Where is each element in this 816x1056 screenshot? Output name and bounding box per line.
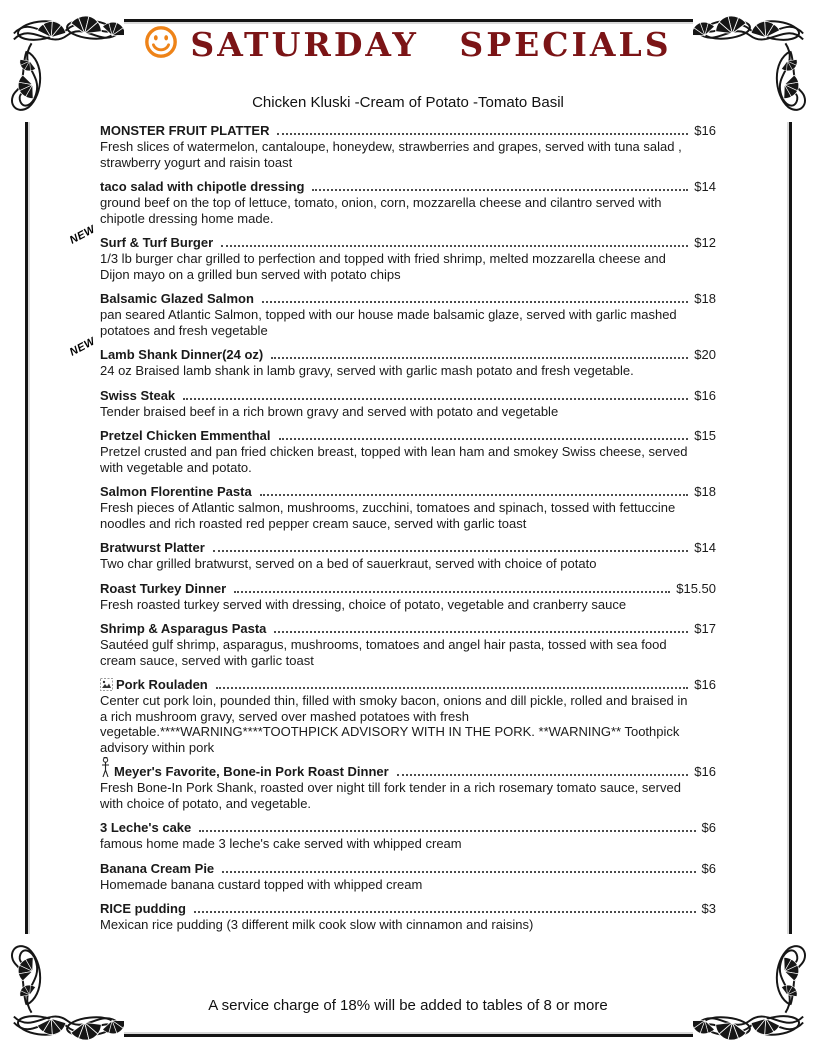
item-description: Fresh roasted turkey served with dressing, choice of potato, vegetable and cranberry sauce [100, 596, 627, 612]
dotted-leader [277, 133, 688, 135]
item-name: Pretzel Chicken Emmenthal [100, 428, 271, 443]
item-name: MONSTER FRUIT PLATTER [100, 123, 270, 138]
dotted-leader [216, 687, 689, 689]
menu-item [67, 223, 716, 282]
item-description: Fresh slices of watermelon, cantaloupe, honeydew, strawberries and grapes, served with tuna salad , strawberry yogurt and raisin toast [100, 139, 682, 170]
item-name: RICE pudding [100, 901, 186, 916]
new-badge: NEW [67, 223, 98, 247]
item-name-wrap [100, 484, 252, 499]
item-row [100, 123, 716, 138]
item-description: 1/3 lb burger char grilled to perfection and topped with fried shrimp, melted mozzarella cheese and Dijon mayo on a grilled bun served with potato chips [100, 251, 666, 282]
item-row [100, 484, 716, 499]
menu-item [100, 540, 716, 572]
item-description: ground beef on the top of lettuce, tomato, onion, corn, mozzarella cheese and cilantro served with chipotle dressing home made. [100, 195, 662, 226]
item-name: Lamb Shank Dinner(24 oz) [100, 347, 264, 362]
dotted-leader [213, 550, 689, 552]
item-name-wrap [100, 123, 269, 138]
item-price: $6 [701, 860, 716, 876]
item-price: $16 [694, 387, 716, 403]
dotted-leader [183, 398, 688, 400]
dotted-leader [260, 494, 689, 496]
service-charge-note: A service charge of 18% will be added to tables of 8 or more [208, 997, 608, 1014]
item-description: Pretzel crusted and pan fried chicken breast, topped with lean ham and smokey Swiss cheese, served with vegetable and potato. [100, 444, 688, 475]
item-name: Roast Turkey Dinner [100, 580, 227, 596]
item-row [100, 621, 716, 636]
item-description: Fresh pieces of Atlantic salmon, mushrooms, zucchini, tomatoes and spinach, tossed with fettuccine noodles and rich roasted red pepper cream sauce, served with garlic toast [100, 500, 676, 531]
item-name: Salmon Florentine Pasta [100, 484, 252, 499]
menu-item [100, 179, 716, 226]
item-name: Pork Rouladen [116, 677, 208, 692]
menu-items [67, 123, 716, 933]
menu-item [100, 388, 716, 420]
item-price: $16 [694, 677, 716, 692]
item-price: $3 [701, 901, 716, 916]
item-price: $14 [694, 540, 716, 555]
menu-item [100, 901, 716, 933]
item-price: $12 [694, 235, 716, 250]
page-title: SATURDAY SPECIALS [190, 25, 672, 64]
menu-item [100, 484, 716, 531]
item-row [100, 291, 716, 306]
menu-item [100, 621, 716, 668]
item-price: $20 [694, 347, 716, 362]
item-row [100, 861, 716, 876]
header [0, 0, 816, 64]
item-row [100, 540, 716, 555]
soups-subtitle: Chicken Kluski -Cream of Potato -Tomato Basil [252, 94, 564, 111]
item-name: Surf & Turf Burger [100, 235, 214, 250]
item-description: Tender braised beef in a rich brown gravy and served with potato and vegetable [100, 403, 559, 419]
menu-item [100, 677, 716, 755]
item-name: Bratwurst Platter [100, 540, 205, 555]
corner-ornament-bottom-left [6, 934, 124, 1052]
menu-item [100, 428, 716, 475]
item-name-wrap [100, 388, 175, 403]
item-description: Homemade banana custard topped with whipped cream [100, 876, 423, 892]
item-price: $14 [694, 179, 716, 194]
item-name-wrap [100, 540, 205, 555]
item-description: Two char grilled bratwurst, served on a bed of sauerkraut, served with choice of potato [100, 556, 597, 571]
item-row [100, 581, 716, 596]
dotted-leader [279, 438, 689, 440]
item-row [100, 388, 716, 403]
corner-ornament-bottom-right [693, 934, 811, 1052]
item-name: Swiss Steak [100, 387, 176, 403]
item-description: Center cut pork loin, pounded thin, filled with smoky bacon, onions and dill pickle, rolled and braised in a rich mushroom gravy, served over mashed potatoes with fresh vegetable.****WARNING****TOOTHPICK ADVISORY WITH IN THE PORK. **WARNING** Toothpick advisory within pork [100, 693, 688, 755]
item-price: $16 [694, 123, 716, 138]
menu-item [100, 581, 716, 613]
smiley-face-icon [144, 25, 178, 64]
item-row [100, 820, 716, 835]
item-name-wrap [100, 235, 213, 250]
item-description: 24 oz Braised lamb shank in lamb gravy, served with garlic mash potato and fresh vegetable. [100, 363, 634, 378]
item-name: taco salad with chipotle dressing [100, 179, 305, 194]
item-description: Mexican rice pudding (3 different milk cook slow with cinnamon and raisins) [100, 917, 534, 932]
item-row [100, 347, 716, 362]
item-row [100, 677, 716, 692]
item-row [100, 901, 716, 916]
item-price: $15.50 [676, 580, 716, 596]
menu-item [67, 335, 716, 379]
item-name-wrap [100, 764, 389, 779]
item-name: 3 Leche's cake [100, 820, 192, 835]
dotted-leader [199, 830, 695, 832]
item-price: $15 [694, 428, 716, 443]
item-name-wrap [100, 861, 214, 876]
item-name: Meyer's Favorite, Bone-in Pork Roast Dinner [114, 764, 389, 779]
item-row [100, 235, 716, 250]
item-name-wrap [100, 677, 208, 692]
dotted-leader [234, 591, 670, 593]
item-description: famous home made 3 leche's cake served with whipped cream [100, 836, 462, 851]
dotted-leader [262, 301, 688, 303]
broken-image-icon [100, 678, 113, 691]
item-name: Banana Cream Pie [100, 860, 215, 876]
item-price: $6 [701, 820, 716, 835]
dotted-leader [271, 357, 688, 359]
item-name-wrap [100, 820, 191, 835]
item-name-wrap [100, 901, 186, 916]
item-price: $18 [694, 291, 716, 306]
item-price: $17 [694, 621, 716, 636]
item-row [100, 764, 716, 779]
chef-figure-icon [100, 757, 111, 779]
item-name-wrap [100, 428, 271, 443]
item-name-wrap [100, 179, 304, 194]
item-name-wrap [100, 291, 254, 306]
dotted-leader [194, 911, 696, 913]
item-description: pan seared Atlantic Salmon, topped with our house made balsamic glaze, served with garlic mashed potatoes and fresh vegetable [100, 307, 677, 338]
item-price: $16 [694, 764, 716, 779]
item-name: Shrimp & Asparagus Pasta [100, 621, 267, 636]
item-name: Balsamic Glazed Salmon [100, 291, 254, 306]
dotted-leader [221, 245, 688, 247]
item-price: $18 [694, 484, 716, 499]
dotted-leader [274, 631, 688, 633]
dotted-leader [222, 871, 695, 873]
item-row [100, 179, 716, 194]
menu-item [100, 820, 716, 852]
menu-item [100, 764, 716, 811]
menu-item [100, 291, 716, 338]
item-description: Sautéed gulf shrimp, asparagus, mushrooms, tomatoes and angel hair pasta, tossed with sea food cream sauce, served with garlic toast [100, 637, 667, 668]
dotted-leader [312, 189, 688, 191]
item-description: Fresh Bone-In Pork Shank, roasted over night till fork tender in a rich rosemary tomato sauce, served with choice of potato, and vegetable. [100, 780, 681, 811]
item-row [100, 428, 716, 443]
item-name-wrap [100, 581, 226, 596]
item-name-wrap [100, 347, 263, 362]
new-badge: NEW [67, 335, 98, 359]
item-name-wrap [100, 621, 266, 636]
menu-item [100, 861, 716, 893]
dotted-leader [397, 774, 689, 776]
menu-item [100, 123, 716, 170]
